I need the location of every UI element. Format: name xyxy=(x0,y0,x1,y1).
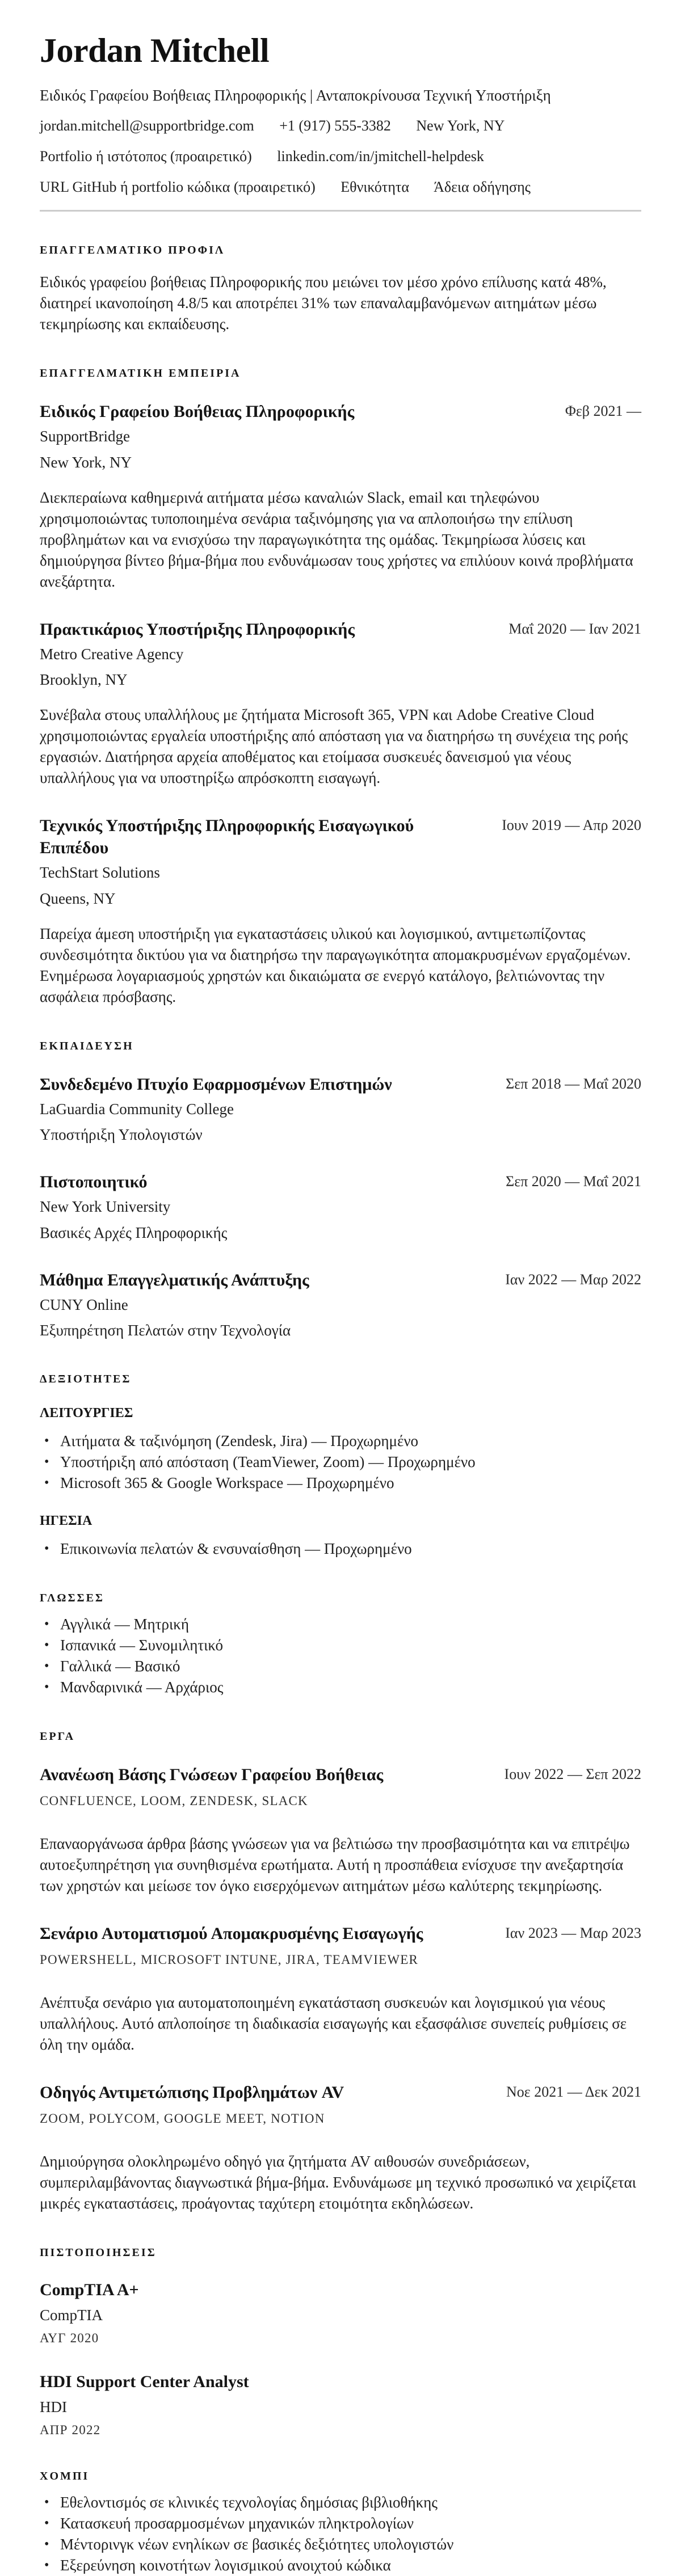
language-item: • Αγγλικά — Μητρική xyxy=(40,1614,641,1635)
skills-list xyxy=(40,1538,641,1559)
project-head xyxy=(40,1922,641,1945)
job-entry xyxy=(40,815,641,1007)
contact-email: jordan.mitchell@supportbridge.com xyxy=(40,117,254,134)
hobby-item: • Εξερεύνηση κοινοτήτων λογισμικού ανοιχτού κώδικα xyxy=(40,2555,641,2576)
contact-portfolio: Portfolio ή ιστότοπος (προαιρετικό) xyxy=(40,148,252,165)
contact-row xyxy=(40,149,641,165)
section-projects xyxy=(40,1730,641,2214)
languages-list xyxy=(40,1614,641,1698)
cert-date: ΑΥΓ 2020 xyxy=(40,2330,99,2345)
job-location: New York, NY xyxy=(40,453,132,471)
section-certifications xyxy=(40,2246,641,2438)
section-heading: ΧΟΜΠΙ xyxy=(40,2469,90,2482)
skill-item: • Υποστήριξη από απόσταση (TeamViewer, Zoom) — Προχωρημένο xyxy=(40,1452,641,1473)
contact-phone: +1 (917) 555-3382 xyxy=(279,117,391,134)
project-tech: CONFLUENCE, LOOM, ZENDESK, SLACK xyxy=(40,1793,308,1808)
job-entry xyxy=(40,618,641,789)
project-entry xyxy=(40,2081,641,2214)
section-education xyxy=(40,1039,641,1341)
project-head xyxy=(40,1764,641,1786)
project-dates: Ιουν 2022 — Σεπ 2022 xyxy=(504,1765,641,1782)
edu-head xyxy=(40,1269,641,1291)
language-item: • Μανδαρινικά — Αρχάριος xyxy=(40,1677,641,1698)
section-heading: ΕΡΓΑ xyxy=(40,1730,75,1743)
section-languages xyxy=(40,1591,641,1698)
job-description: Συνέβαλα στους υπαλλήλους με ζητήματα Microsoft 365, VPN και Adobe Creative Cloud χρησιμοποιώντας εργαλεία υποστήριξης από απόσταση για να διατηρήσω τη συνέχεια της ροής εργασιών. Διατήρησα αρχεία αποθέματος και ετοίμασα συσκευές δανεισμού για νέους υπαλλήλους για να υποστηρίξω απρόσκοπτη εισαγωγή. xyxy=(40,706,628,787)
language-item: • Γαλλικά — Βασικό xyxy=(40,1656,641,1677)
job-company: Metro Creative Agency xyxy=(40,645,184,663)
job-description: Διεκπεραίωνα καθημερινά αιτήματα μέσω καναλιών Slack, email και τηλεφώνου χρησιμοποιώντας τυποποιημένα σενάρια ταξινόμησης για να απλοποιήσω την επίλυση προβλημάτων και να ενισχύσω την παραγωγικότητα της ομάδας. Τεκμηρίωσα λύσεις και δημιούργησα βίντεο βήμα-βήμα που ενδυνάμωσαν τους χρήστες να επιλύουν κοινά προβλήματα ανεξάρτητα. xyxy=(40,488,633,590)
skills-group-heading: ΛΕΙΤΟΥΡΓΙΕΣ xyxy=(40,1406,133,1421)
skills-group-heading: ΗΓΕΣΙΑ xyxy=(40,1513,93,1528)
edu-school: New York University xyxy=(40,1198,171,1216)
cert-issuer: HDI xyxy=(40,2398,67,2415)
job-dates: Φεβ 2021 — xyxy=(565,403,641,420)
cert-name: HDI Support Center Analyst xyxy=(40,2372,249,2391)
job-title: Ειδικός Γραφείου Βοήθειας Πληροφορικής xyxy=(40,402,355,421)
project-title: Οδηγός Αντιμετώπισης Προβλημάτων AV xyxy=(40,2082,344,2102)
job-title: Πρακτικάριος Υποστήριξης Πληροφορικής xyxy=(40,619,355,639)
project-entry xyxy=(40,1922,641,2055)
contact-row xyxy=(40,179,641,195)
certification-entry xyxy=(40,2371,641,2438)
project-title: Σενάριο Αυτοματισμού Απομακρυσμένης Εισαγωγής xyxy=(40,1924,423,1943)
contact-driving-license: Άδεια οδήγησης xyxy=(434,179,531,196)
skill-item: • Microsoft 365 & Google Workspace — Προχωρημένο xyxy=(40,1473,641,1494)
project-title: Ανανέωση Βάσης Γνώσεων Γραφείου Βοήθειας xyxy=(40,1765,384,1784)
edu-detail: Βασικές Αρχές Πληροφορικής xyxy=(40,1224,228,1241)
edu-detail: Εξυπηρέτηση Πελατών στην Τεχνολογία xyxy=(40,1322,291,1339)
project-description: Δημιούργησα ολοκληρωμένο οδηγό για ζητήματα AV αιθουσών συνεδριάσεων, συμπεριλαμβάνοντας διαγνωστικά βήμα-βήμα. Ενδυνάμωσε μη τεχνικό προσωπικό να χειρίζεται μικρές εγκαταστάσεις, προάγοντας ταχύτερη ετοιμότητα εκδηλώσεων. xyxy=(40,2152,637,2212)
hobby-item: • Μέντορινγκ νέων ενηλίκων σε βασικές δεξιότητες υπολογιστών xyxy=(40,2534,641,2555)
contact-nationality: Εθνικότητα xyxy=(340,179,409,196)
edu-title: Πιστοποιητικό xyxy=(40,1173,148,1192)
contact-location: New York, NY xyxy=(416,117,505,134)
skills-list xyxy=(40,1431,641,1494)
section-heading: ΕΠΑΓΓΕΛΜΑΤΙΚΟ ΠΡΟΦΙΛ xyxy=(40,244,225,257)
cert-issuer: CompTIA xyxy=(40,2306,103,2324)
job-company: TechStart Solutions xyxy=(40,864,160,882)
edu-dates: Ιαν 2022 — Μαρ 2022 xyxy=(505,1271,641,1288)
job-description: Παρείχα άμεση υποστήριξη για εγκαταστάσεις υλικού και λογισμικού, αντιμετωπίζοντας συνδεσιμότητα δικτύου για να διατηρήσω την παραγωγικότητα απομακρυσμένων εργαζομένων. Ενημέρωσα λογαριασμούς χρηστών και δικαιώματα σε ενεργό κατάλογο, βελτιώνοντας την ασφάλεια πρόσβασης. xyxy=(40,925,631,1005)
edu-school: CUNY Online xyxy=(40,1296,128,1313)
job-title: Τεχνικός Υποστήριξης Πληροφορικής Εισαγωγικού Επιπέδου xyxy=(40,816,414,858)
project-tech: ZOOM, POLYCOM, GOOGLE MEET, NOTION xyxy=(40,2111,325,2126)
job-dates: Ιουν 2019 — Απρ 2020 xyxy=(502,817,641,834)
edu-detail: Υποστήριξη Υπολογιστών xyxy=(40,1126,203,1144)
contact-row xyxy=(40,118,641,134)
language-item: • Ισπανικά — Συνομιλητικό xyxy=(40,1635,641,1656)
cert-date: ΑΠΡ 2022 xyxy=(40,2422,101,2437)
section-profile xyxy=(40,243,641,335)
certification-entry xyxy=(40,2279,641,2346)
section-experience xyxy=(40,366,641,1007)
section-heading: ΠΙΣΤΟΠΟΙΗΣΕΙΣ xyxy=(40,2246,157,2259)
skill-item: • Επικοινωνία πελατών & ενσυναίσθηση — Προχωρημένο xyxy=(40,1538,641,1559)
edu-school: LaGuardia Community College xyxy=(40,1100,234,1118)
hobbies-list xyxy=(40,2492,641,2576)
project-dates: Νοε 2021 — Δεκ 2021 xyxy=(506,2083,641,2100)
section-heading: ΕΠΑΓΓΕΛΜΑΤΙΚΗ ΕΜΠΕΙΡΙΑ xyxy=(40,367,241,380)
job-company: SupportBridge xyxy=(40,428,130,445)
section-heading: ΔΕΞΙΟΤΗΤΕΣ xyxy=(40,1373,132,1386)
cert-name: CompTIA A+ xyxy=(40,2280,139,2299)
job-location: Brooklyn, NY xyxy=(40,671,128,689)
edu-title: Μάθημα Επαγγελματικής Ανάπτυξης xyxy=(40,1270,309,1289)
edu-dates: Σεπ 2018 — Μαΐ 2020 xyxy=(506,1075,641,1092)
hobby-item: • Εθελοντισμός σε κλινικές τεχνολογίας δημόσιας βιβλιοθήκης xyxy=(40,2492,641,2513)
project-tech: POWERSHELL, MICROSOFT INTUNE, JIRA, TEAMVIEWER xyxy=(40,1952,419,1967)
education-entry xyxy=(40,1073,641,1145)
project-entry xyxy=(40,1764,641,1896)
job-head xyxy=(40,400,641,423)
job-head xyxy=(40,618,641,640)
job-entry xyxy=(40,400,641,592)
edu-head xyxy=(40,1171,641,1193)
hobby-item: • Κατασκευή προσαρμοσμένων μηχανικών πληκτρολογίων xyxy=(40,2513,641,2534)
education-entry xyxy=(40,1171,641,1243)
profile-text: Ειδικός γραφείου βοήθειας Πληροφορικής που μειώνει τον μέσο χρόνο επίλυσης κατά 48%, διατηρεί ικανοποίηση 4.8/5 και αποτρέπει 31% των επαναλαμβανόμενων αιτημάτων μέσω τεκμηρίωσης και εκπαίδευσης. xyxy=(40,273,607,333)
edu-dates: Σεπ 2020 — Μαΐ 2021 xyxy=(506,1173,641,1190)
job-head xyxy=(40,815,641,859)
project-description: Ανέπτυξα σενάριο για αυτοματοποιημένη εγκατάσταση συσκευών και λογισμικού για νέους υπαλλήλους. Αυτό απλοποίησε τη διαδικασία εισαγωγής και εξασφάλισε συνεπείς ρυθμίσεις σε όλη την ομάδα. xyxy=(40,1993,627,2053)
education-entry xyxy=(40,1269,641,1341)
header-divider xyxy=(40,210,641,212)
resume-header xyxy=(40,33,641,212)
job-dates: Μαΐ 2020 — Ιαν 2021 xyxy=(508,620,641,637)
section-hobbies xyxy=(40,2469,641,2576)
edu-head xyxy=(40,1073,641,1095)
project-dates: Ιαν 2023 — Μαρ 2023 xyxy=(505,1924,641,1941)
section-heading: ΕΚΠΑΙΔΕΥΣΗ xyxy=(40,1039,134,1052)
edu-title: Συνδεδεμένο Πτυχίο Εφαρμοσμένων Επιστημών xyxy=(40,1074,392,1094)
contact-block xyxy=(40,118,641,195)
job-location: Queens, NY xyxy=(40,889,116,907)
skill-item: • Αιτήματα & ταξινόμηση (Zendesk, Jira) — Προχωρημένο xyxy=(40,1431,641,1452)
person-name: Jordan Mitchell xyxy=(40,32,270,69)
contact-github: URL GitHub ή portfolio κώδικα (προαιρετικό) xyxy=(40,179,316,196)
section-heading: ΓΛΩΣΣΕΣ xyxy=(40,1591,105,1604)
contact-linkedin: linkedin.com/in/jmitchell-helpdesk xyxy=(277,148,484,165)
project-head xyxy=(40,2081,641,2103)
project-description: Επαναοργάνωσα άρθρα βάσης γνώσεων για να βελτιώσω την προσβασιμότητα και να επιτρέψω αυτοεξυπηρέτηση για συνηθισμένα ερωτήματα. Αυτή η προσπάθεια ενίσχυσε την ανεξαρτησία των χρηστών και μείωσε τον όγκο εισερχόμενων αιτημάτων μέσω καλύτερης τεκμηρίωσης. xyxy=(40,1835,630,1894)
section-skills xyxy=(40,1372,641,1559)
headline: Ειδικός Γραφείου Βοήθειας Πληροφορικής | Ανταποκρίνουσα Τεχνική Υποστήριξη xyxy=(40,87,551,104)
